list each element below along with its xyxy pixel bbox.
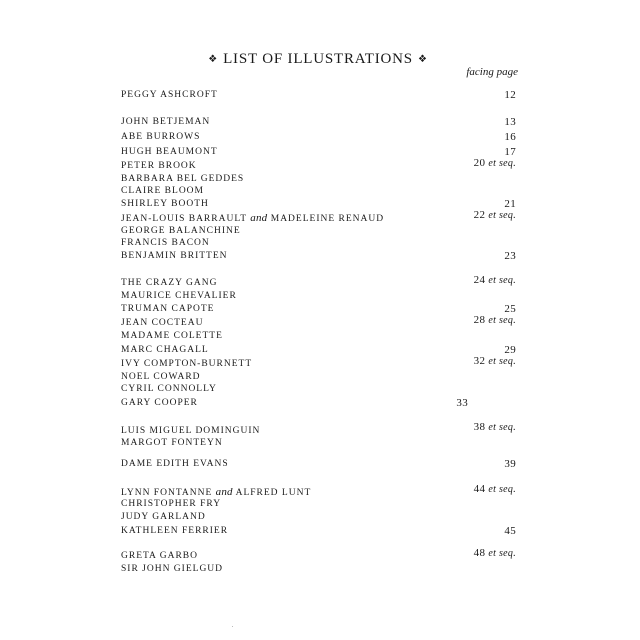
entry-page-number xyxy=(504,115,516,129)
list-item xyxy=(121,88,516,102)
list-item xyxy=(121,382,516,396)
entry-name: SHIRLEY BOOTH xyxy=(121,199,209,209)
list-item xyxy=(121,343,516,357)
entry-conjunction: and xyxy=(250,212,268,224)
entry-page-number xyxy=(474,208,516,223)
list-item xyxy=(121,115,516,129)
entry-name: BENJAMIN BRITTEN xyxy=(121,251,228,261)
entry-name: CYRIL CONNOLLY xyxy=(121,384,217,394)
list-item xyxy=(121,197,516,211)
page-number-value: 23 xyxy=(504,250,516,262)
page-number-value: 22 xyxy=(473,209,486,221)
column-header: facing page xyxy=(466,66,518,78)
list-item xyxy=(121,289,516,303)
ornament-right-icon: ❖ xyxy=(417,54,428,65)
list-item xyxy=(121,549,516,563)
entry-name-second: ALFRED LUNT xyxy=(235,488,312,498)
list-item xyxy=(121,159,516,173)
page-suffix: et seq. xyxy=(488,210,516,221)
page-number-value: 20 xyxy=(473,157,486,169)
entry-name: MADAME COLETTE xyxy=(121,331,223,341)
entry-name-first: JEAN-LOUIS BARRAULT xyxy=(121,214,247,224)
entry-name: NOEL COWARD xyxy=(121,372,201,382)
list-item xyxy=(121,329,516,343)
list-item xyxy=(121,276,516,290)
entry-page-number xyxy=(474,546,516,561)
entry-name: GARY COOPER xyxy=(121,398,198,408)
page-suffix: et seq. xyxy=(488,484,516,495)
list-item xyxy=(121,396,516,410)
list-item xyxy=(121,316,516,330)
page-suffix: et seq. xyxy=(488,548,516,559)
entry-page-number xyxy=(474,313,516,328)
list-item xyxy=(121,436,516,450)
page-number-value: 44 xyxy=(473,483,486,495)
entry-page-number xyxy=(504,249,516,263)
entry-page-number xyxy=(474,156,516,171)
entry-name: CLAIRE BLOOM xyxy=(121,186,204,196)
page-number-value: 12 xyxy=(504,89,516,101)
page-number-value: 16 xyxy=(504,131,516,143)
list-item xyxy=(121,510,516,524)
entry-name: GRETA GARBO xyxy=(121,551,199,561)
page-title-text: LIST OF ILLUSTRATIONS xyxy=(223,51,413,67)
entry-name: IVY COMPTON-BURNETT xyxy=(121,359,253,369)
list-item xyxy=(121,236,516,250)
list-item xyxy=(121,130,516,144)
entry-page-number xyxy=(504,88,516,102)
page-suffix: et seq. xyxy=(488,275,516,286)
page-number-value: 48 xyxy=(473,547,486,559)
page-number-value: 25 xyxy=(504,303,516,315)
page-number-value: 33 xyxy=(456,397,468,409)
entry-name-second: MADELEINE RENAUD xyxy=(270,214,385,224)
list-item xyxy=(121,497,516,511)
entry-name: JUDY GARLAND xyxy=(121,512,206,522)
page-number-value: 17 xyxy=(504,146,516,158)
paper-speck xyxy=(232,626,233,627)
entry-name: MARC CHAGALL xyxy=(121,345,209,355)
page-suffix: et seq. xyxy=(488,356,516,367)
entry-page-number xyxy=(504,524,516,538)
entry-conjunction: and xyxy=(215,486,233,498)
list-item xyxy=(121,184,516,198)
ornament-left-icon: ❖ xyxy=(208,54,219,65)
list-item xyxy=(121,211,516,225)
entry-name: BARBARA BEL GEDDES xyxy=(121,174,245,184)
entry-name-first: LYNN FONTANNE xyxy=(121,488,213,498)
entry-page-number xyxy=(474,420,516,435)
entry-page-number xyxy=(474,354,516,369)
entry-name: FRANCIS BACON xyxy=(121,238,210,248)
page-number-value: 38 xyxy=(473,421,486,433)
entry-name: JEAN COCTEAU xyxy=(121,318,204,328)
entry-name: LUIS MIGUEL DOMINGUIN xyxy=(121,426,261,436)
page-suffix: et seq. xyxy=(488,422,516,433)
entry-name: TRUMAN CAPOTE xyxy=(121,304,215,314)
page-title xyxy=(208,51,428,68)
entry-page-number xyxy=(456,396,468,410)
page-number-value: 29 xyxy=(504,344,516,356)
list-item xyxy=(121,562,516,576)
entry-name: MARGOT FONTEYN xyxy=(121,438,223,448)
page-suffix: et seq. xyxy=(488,315,516,326)
page-number-value: 13 xyxy=(504,116,516,128)
page-number-value: 28 xyxy=(473,314,486,326)
entry-name: KATHLEEN FERRIER xyxy=(121,526,229,536)
entry-page-number xyxy=(504,130,516,144)
list-item xyxy=(121,457,516,471)
entry-name: PETER BROOK xyxy=(121,161,197,171)
page-number-value: 32 xyxy=(473,355,486,367)
entry-name: DAME EDITH EVANS xyxy=(121,459,229,469)
entry-name: GEORGE BALANCHINE xyxy=(121,226,241,236)
entry-name: SIR JOHN GIELGUD xyxy=(121,564,224,574)
entry-name: THE CRAZY GANG xyxy=(121,278,218,288)
list-item xyxy=(121,145,516,159)
entry-name: PEGGY ASHCROFT xyxy=(121,90,218,100)
page-number-value: 24 xyxy=(473,274,486,286)
entry-name: HUGH BEAUMONT xyxy=(121,147,218,157)
entry-name: JOHN BETJEMAN xyxy=(121,117,211,127)
entry-page-number xyxy=(504,457,516,471)
page-number-value: 21 xyxy=(504,198,516,210)
list-item xyxy=(121,249,516,263)
entry-page-number xyxy=(474,482,516,497)
list-item xyxy=(121,357,516,371)
list-item xyxy=(121,524,516,538)
page-suffix: et seq. xyxy=(488,158,516,169)
page-number-value: 39 xyxy=(504,458,516,470)
list-item xyxy=(121,302,516,316)
entry-name: ABE BURROWS xyxy=(121,132,201,142)
entry-page-number xyxy=(474,273,516,288)
page-number-value: 45 xyxy=(504,525,516,537)
entry-name: MAURICE CHEVALIER xyxy=(121,291,237,301)
entry-name: CHRISTOPHER FRY xyxy=(121,499,222,509)
